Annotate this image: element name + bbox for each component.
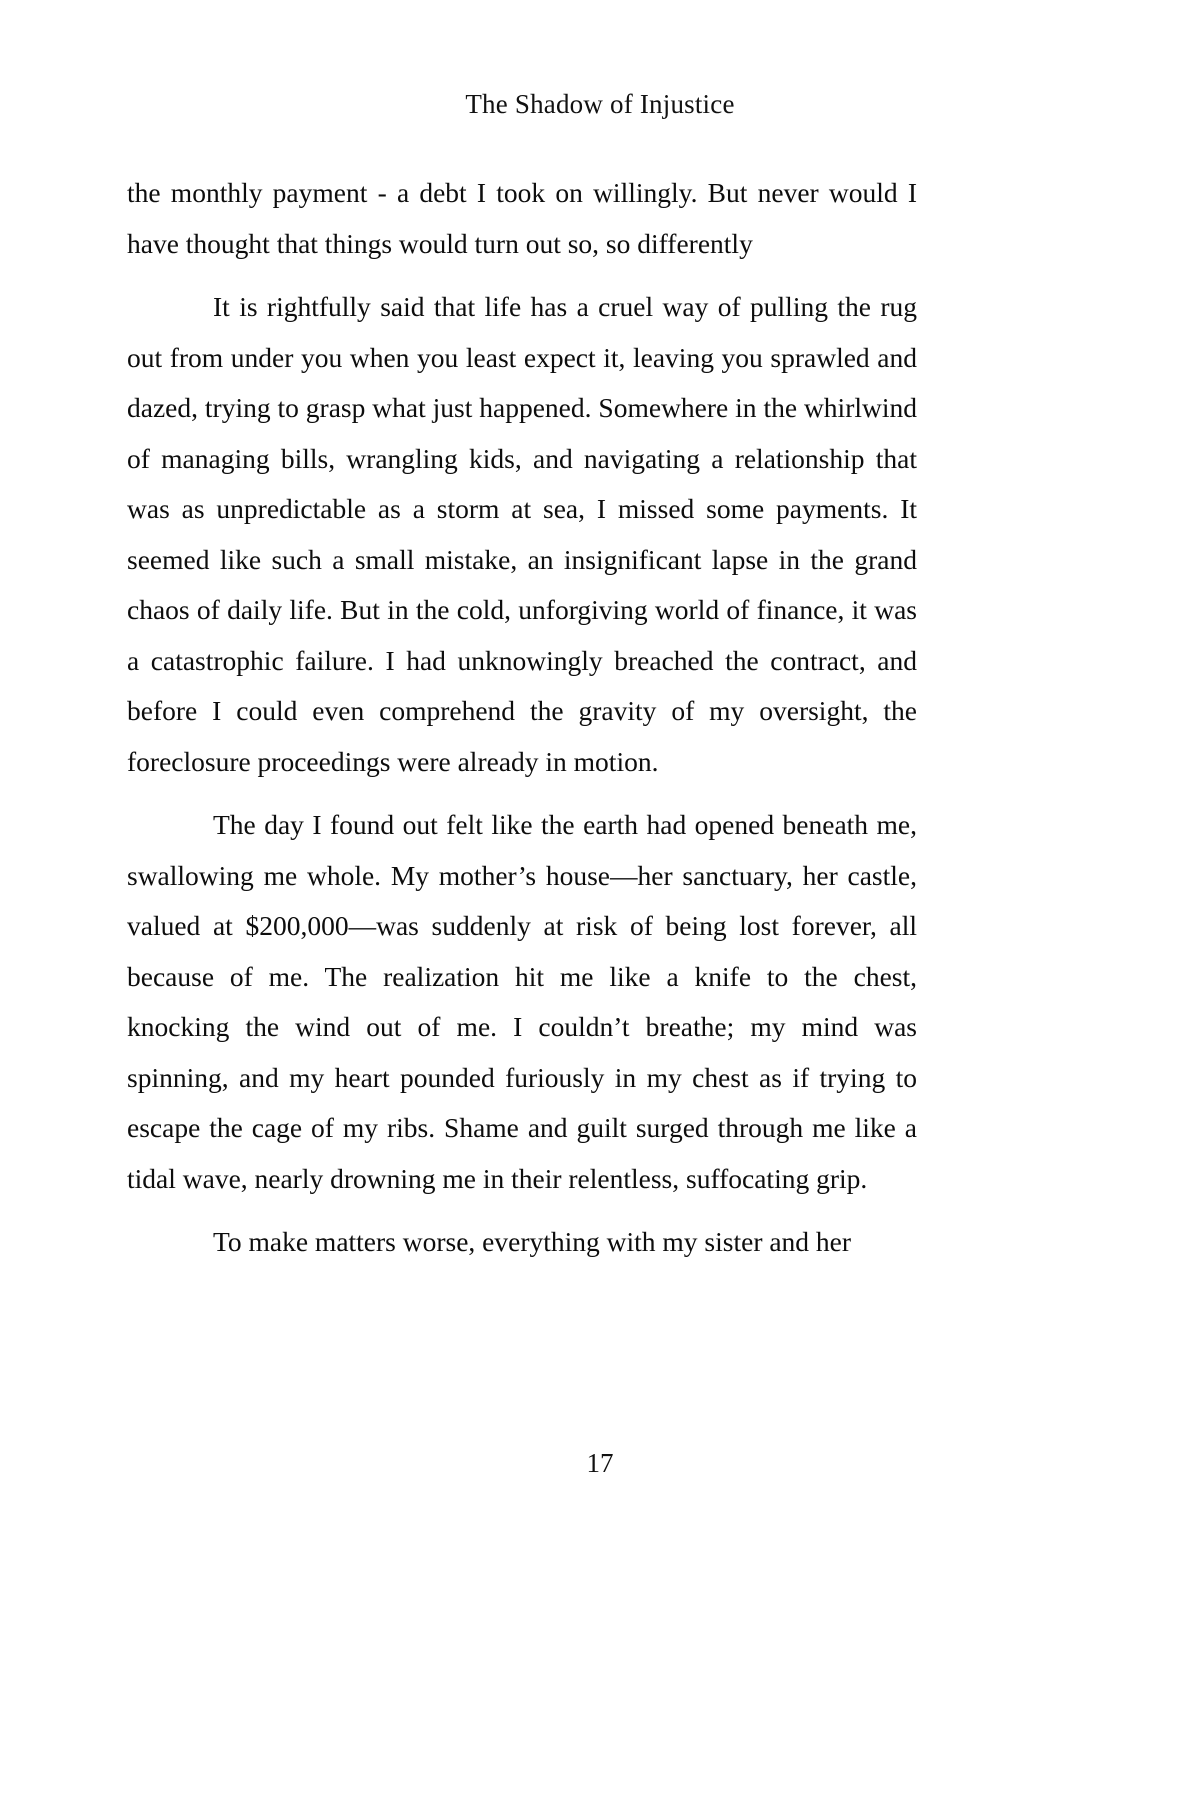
- running-header: The Shadow of Injustice: [465, 89, 735, 119]
- paragraph-the-day-i-found-out: The day I found out felt like the earth had opened beneath me, swallowing me whole. My mother’s house—her sanctuary, her castle, valued at $200,000—was suddenly at risk of being lost forever, all because of me. The realization hit me like a knife to the chest, knocking the wind out of me. I couldn’t breathe; my mind was spinning, and my heart pounded furiously in my chest as if trying to escape the cage of my ribs. Shame and guilt surged through me like a tidal wave, nearly drowning me in their relentless, suffocating grip.: [127, 809, 917, 1194]
- body-text-block: [127, 168, 917, 1268]
- paragraph-continuation: the monthly payment - a debt I took on willingly. But never would I have thought that things would turn out so, so differently: [127, 177, 917, 259]
- paragraph-rug-pulled: It is rightfully said that life has a cruel way of pulling the rug out from under you when you least expect it, leaving you sprawled and dazed, trying to grasp what just happened. Somewhere in the whirlwind of managing bills, wrangling kids, and navigating a relationship that was as unpredictable as a storm at sea, I missed some payments. It seemed like such a small mistake, an insignificant lapse in the grand chaos of daily life. But in the cold, unforgiving world of finance, it was a catastrophic failure. I had unknowingly breached the contract, and before I could even comprehend the gravity of my oversight, the foreclosure proceedings were already in motion.: [127, 291, 917, 777]
- paragraph-to-make-matters-worse: To make matters worse, everything with my sister and her: [213, 1226, 852, 1257]
- page-number: 17: [586, 1448, 614, 1478]
